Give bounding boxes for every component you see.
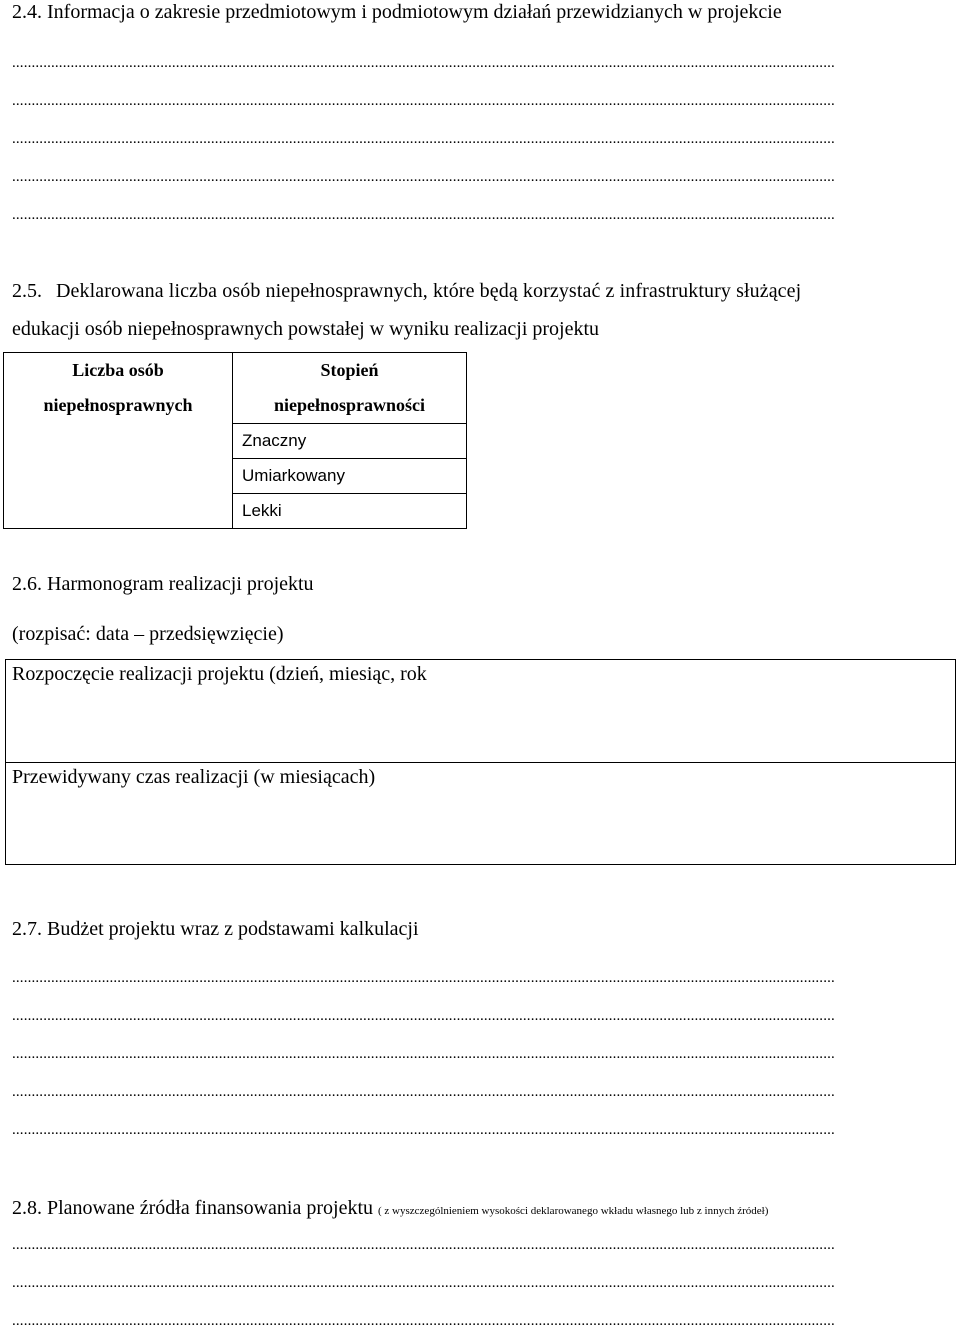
dotted-answer-line: ................................................................................................................................................................................................................... [12, 1313, 835, 1329]
degree-header-cell [233, 353, 467, 424]
section-2-7-heading: 2.7. Budżet projektu wraz z podstawami kalkulacji [12, 918, 419, 940]
dotted-answer-line: ................................................................................................................................................................................................................... [12, 1275, 835, 1291]
dotted-answer-line: ................................................................................................................................................................................................................... [12, 1008, 835, 1024]
section-2-6-heading: 2.6. Harmonogram realizacji projektu [12, 573, 314, 595]
section-2-5-heading-continued: edukacji osób niepełnosprawnych powstałej w wyniku realizacji projektu [12, 318, 600, 340]
dotted-answer-line: ................................................................................................................................................................................................................... [12, 93, 835, 109]
degree-level-moderate: Umiarkowany [233, 459, 467, 494]
dotted-answer-line: ................................................................................................................................................................................................................... [12, 169, 835, 185]
count-header: Liczba osób niepełnosprawnych [43, 360, 193, 415]
duration-box[interactable] [5, 762, 956, 865]
section-2-5-heading: Deklarowana liczba osób niepełnosprawnych, które będą korzystać z infrastruktury służącej [56, 280, 802, 302]
dotted-answer-line: ................................................................................................................................................................................................................... [12, 1046, 835, 1062]
section-2-8-heading: 2.8. Planowane źródła finansowania projektu [12, 1197, 374, 1219]
section-2-4-answer-lines[interactable] [12, 55, 912, 245]
dotted-answer-line: ................................................................................................................................................................................................................... [12, 55, 835, 71]
dotted-answer-line: ................................................................................................................................................................................................................... [12, 131, 835, 147]
dotted-answer-line: ................................................................................................................................................................................................................... [12, 1122, 835, 1138]
degree-level-significant: Znaczny [233, 424, 467, 459]
dotted-answer-line: ................................................................................................................................................................................................................... [12, 1237, 835, 1253]
section-2-5-number: 2.5. [12, 280, 42, 302]
degree-level-mild: Lekki [233, 494, 467, 529]
section-2-8-heading-row [12, 1196, 768, 1223]
start-date-label: Rozpoczęcie realizacji projektu (dzień, miesiąc, rok [12, 663, 427, 685]
degree-header: Stopień niepełnosprawności [273, 360, 426, 415]
disability-degree-table [3, 352, 467, 529]
dotted-answer-line: ................................................................................................................................................................................................................... [12, 207, 835, 223]
dotted-answer-line: ................................................................................................................................................................................................................... [12, 970, 835, 986]
section-2-4-heading: 2.4. Informacja o zakresie przedmiotowym i podmiotowym działań przewidzianych w projekcie [12, 1, 782, 23]
duration-label: Przewidywany czas realizacji (w miesiącach) [12, 766, 376, 788]
section-2-8-answer-lines[interactable] [12, 1237, 912, 1343]
section-2-7-answer-lines[interactable] [12, 970, 912, 1160]
section-2-6-note: (rozpisać: data – przedsięwzięcie) [12, 623, 284, 645]
dotted-answer-line: ................................................................................................................................................................................................................... [12, 1084, 835, 1100]
count-column[interactable] [4, 353, 233, 529]
section-2-8-note: ( z wyszczególnieniem wysokości deklarowanego wkładu własnego lub z innych źródeł) [378, 1205, 769, 1217]
start-date-box[interactable] [5, 659, 956, 763]
